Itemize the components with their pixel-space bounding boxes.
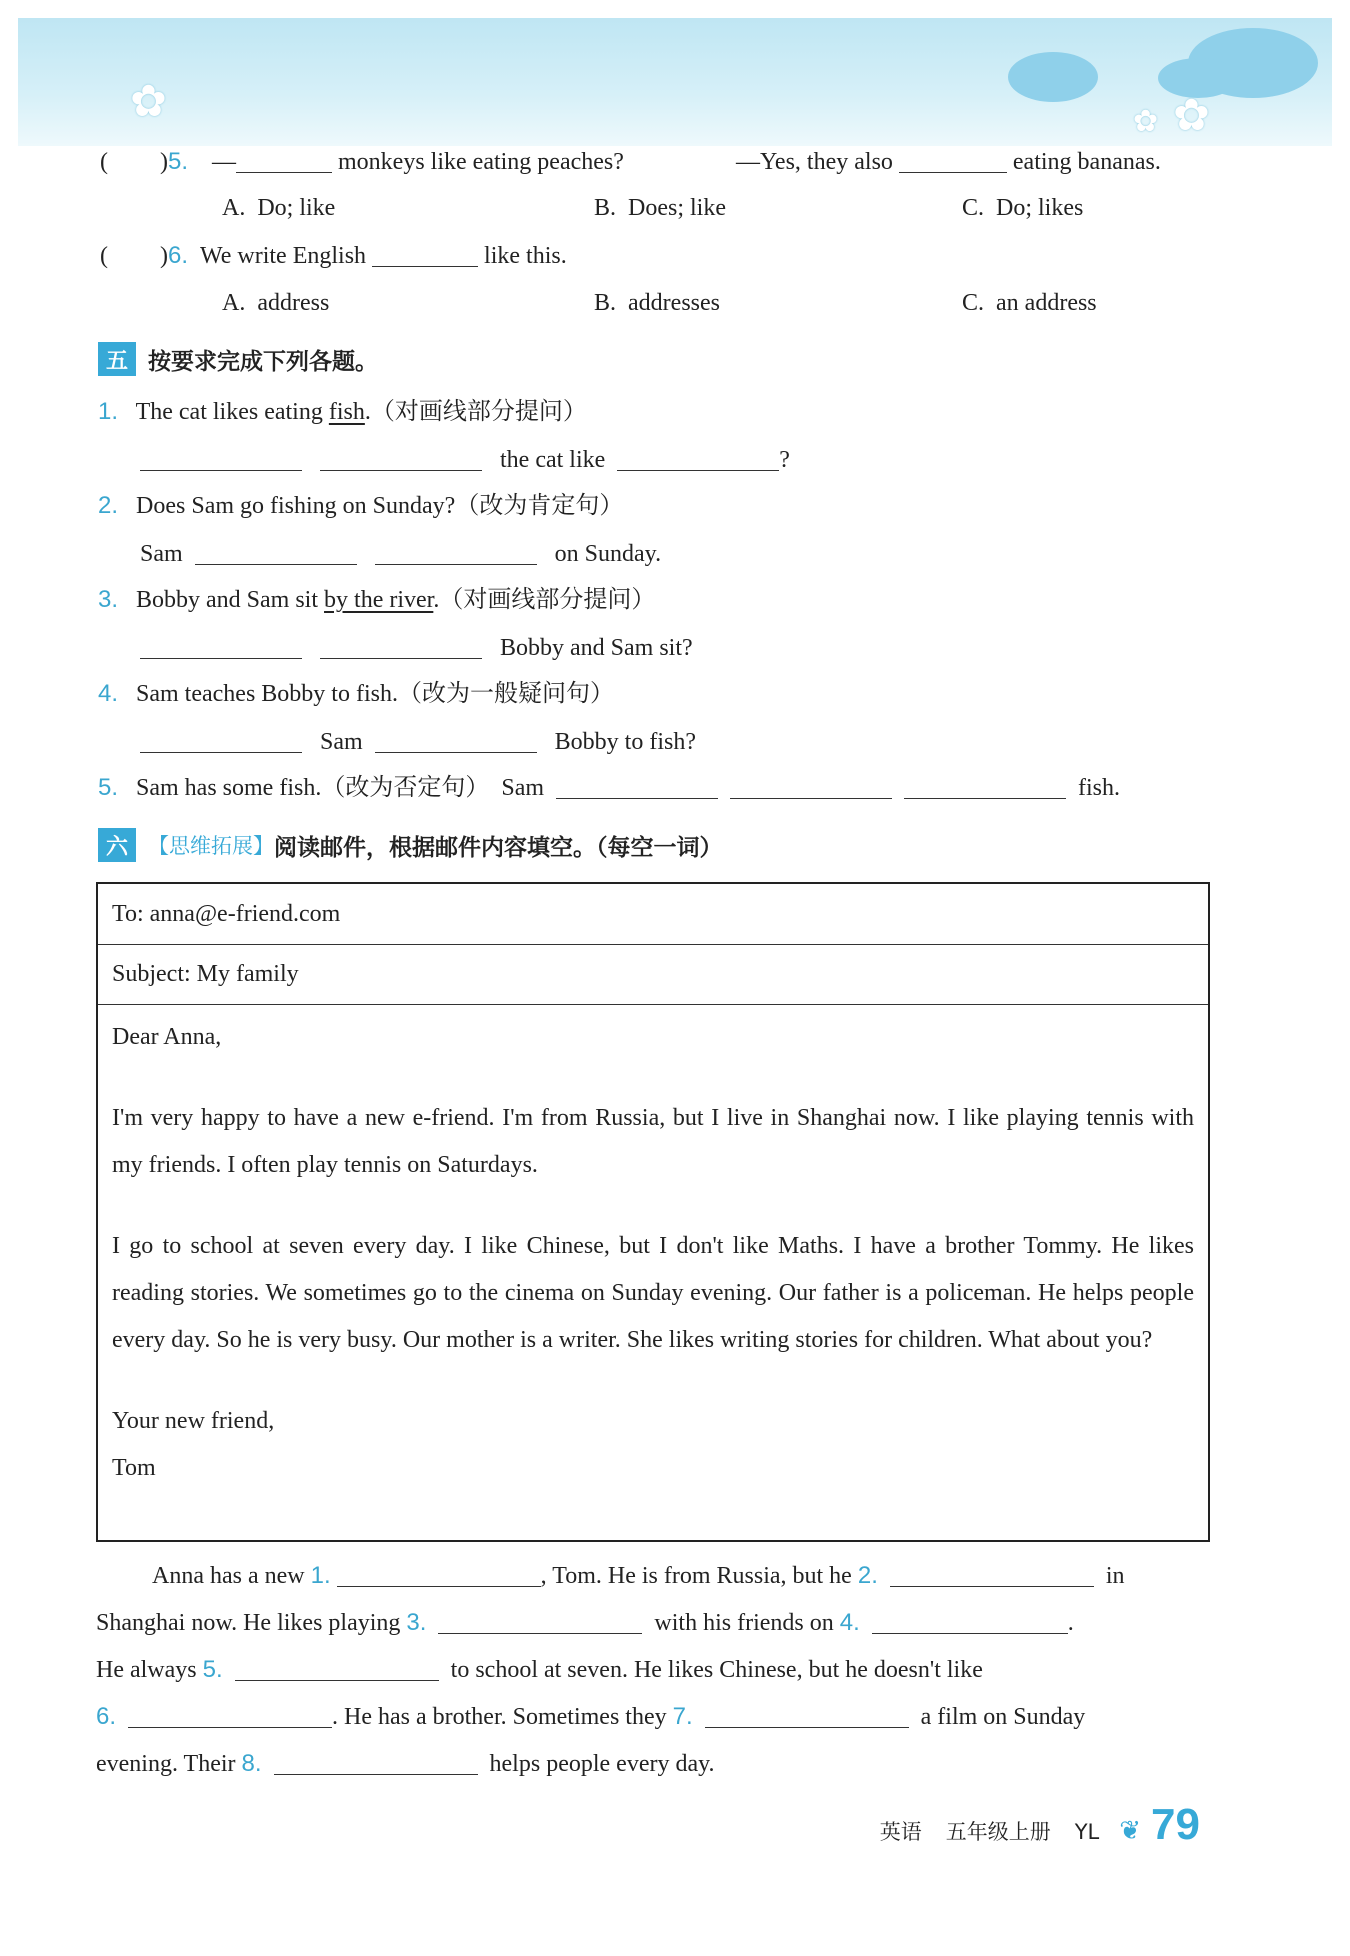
s5-item-2: 2. Does Sam go fishing on Sunday?（改为肯定句）: [98, 492, 624, 519]
cloze-line-5: evening. Their 8. helps people every day.: [96, 1750, 715, 1777]
s5-answer-3: Bobby and Sam sit?: [140, 632, 693, 664]
s5-answer-2: Sam on Sunday.: [140, 541, 662, 567]
cloze-line-4: 6. . He has a brother. Sometimes they 7. a film on Sunday: [96, 1703, 1086, 1730]
cloud-decoration: [1008, 52, 1098, 102]
page-footer: [880, 1800, 1200, 1850]
question-text: —Yes, they also: [736, 149, 893, 175]
section-title: 按要求完成下列各题。: [148, 348, 378, 375]
section-badge: 五: [98, 342, 136, 376]
s5-item-4: 4. Sam teaches Bobby to fish.（改为一般疑问句）: [98, 680, 614, 707]
question-text: We write English: [200, 243, 367, 269]
flower-icon: ✿: [1173, 90, 1210, 141]
email-body: [112, 1014, 1194, 1492]
cloze-line-1: Anna has a new 1. , Tom. He is from Russia, but he 2. in: [152, 1562, 1125, 1589]
s5-item-3: 3. Bobby and Sam sit by the river.（对画线部分提问）: [98, 586, 656, 613]
section-tag: 【思维拓展】: [148, 834, 274, 858]
option-a[interactable]: A. address: [222, 290, 330, 316]
s5-answer-4: Sam Bobby to fish?: [140, 726, 696, 758]
question-text: eating bananas.: [1012, 149, 1161, 175]
answer-blank[interactable]: [320, 446, 482, 471]
cloze-line-3: He always 5. to school at seven. He likes Chinese, but he doesn't like: [96, 1656, 983, 1683]
s5-item-5: 5. Sam has some fish.（改为否定句） Sam fish.: [98, 774, 1121, 801]
answer-blank[interactable]: [872, 1609, 1068, 1634]
answer-blank[interactable]: [705, 1703, 909, 1728]
email-box: [96, 882, 1210, 1542]
section-badge: 六: [98, 828, 136, 862]
answer-blank[interactable]: [320, 634, 482, 659]
cloze-line-2: Shanghai now. He likes playing 3. with his friends on 4. .: [96, 1609, 1074, 1636]
paren-left: (: [100, 243, 108, 269]
question-5: [100, 146, 624, 178]
question-number: 5.: [168, 148, 189, 175]
email-paragraph: I go to school at seven every day. I like Chinese, but I don't like Maths. I have a brother Tommy. He likes reading stories. We sometimes go to the cinema on Sunday evening. Our father is a policeman. He helps people every day. So he is very busy. Our mother is a writer. She likes writing stories for children. What about you?: [112, 1233, 1194, 1353]
answer-blank[interactable]: [235, 1656, 439, 1681]
underlined-phrase: by the river: [324, 587, 434, 613]
flower-icon: ✿: [130, 76, 167, 127]
footer-subject: 英语: [879, 1820, 922, 1844]
question-text: monkeys like eating peaches?: [338, 149, 624, 175]
answer-blank[interactable]: [372, 242, 478, 267]
answer-blank[interactable]: [556, 774, 718, 799]
answer-blank[interactable]: [140, 634, 302, 659]
answer-blank[interactable]: [140, 728, 302, 753]
option-c[interactable]: C. Do; likes: [962, 195, 1084, 221]
s5-answer-1: the cat like ?: [140, 444, 790, 476]
section-5-heading: [98, 342, 378, 376]
answer-blank[interactable]: [730, 774, 892, 799]
question-number: 6.: [168, 242, 189, 269]
answer-blank[interactable]: [337, 1562, 541, 1587]
answer-blank[interactable]: [375, 540, 537, 565]
email-greeting: Dear Anna,: [112, 1024, 222, 1050]
email-closing: Your new friend,: [112, 1408, 275, 1434]
answer-blank[interactable]: [438, 1609, 642, 1634]
question-6: [100, 240, 567, 272]
header-banner: [18, 18, 1332, 146]
email-subject: Subject: My family: [98, 944, 1208, 1005]
email-signature: Tom: [112, 1455, 156, 1481]
answer-blank[interactable]: [904, 774, 1066, 799]
question-5-part-2: [736, 146, 1161, 178]
underlined-word: fish: [328, 399, 365, 425]
answer-blank[interactable]: [375, 728, 537, 753]
email-to: To: anna@e-friend.com: [98, 884, 1208, 945]
paren-right: ): [160, 243, 168, 269]
answer-blank[interactable]: [274, 1750, 478, 1775]
option-a[interactable]: A. Do; like: [222, 195, 336, 221]
answer-blank[interactable]: [890, 1562, 1094, 1587]
paren-right: ): [160, 149, 168, 175]
s5-item-1: 1. The cat likes eating fish.（对画线部分提问）: [98, 398, 587, 425]
answer-blank[interactable]: [617, 446, 779, 471]
answer-blank[interactable]: [195, 540, 357, 565]
paren-left: (: [100, 149, 108, 175]
option-b[interactable]: B. addresses: [594, 290, 720, 316]
answer-blank[interactable]: [128, 1703, 332, 1728]
section-title: 阅读邮件，根据邮件内容填空。（每空一词）: [274, 834, 723, 861]
page-number: 79: [1151, 1800, 1200, 1849]
footer-grade: 五年级上册: [945, 1820, 1051, 1844]
answer-blank[interactable]: [899, 148, 1007, 173]
email-paragraph: I'm very happy to have a new e-friend. I'm from Russia, but I live in Shanghai now. I like playing tennis with my friends. I often play tennis on Saturdays.: [112, 1105, 1194, 1178]
option-b[interactable]: B. Does; like: [594, 195, 726, 221]
flower-icon: ✿: [1133, 104, 1159, 139]
answer-blank[interactable]: [140, 446, 302, 471]
dash: —: [212, 149, 237, 175]
footer-edition: YL: [1074, 1820, 1100, 1844]
question-text: like this.: [484, 243, 567, 269]
option-c[interactable]: C. an address: [962, 290, 1097, 316]
answer-blank[interactable]: [236, 148, 332, 173]
section-6-heading: [98, 828, 723, 862]
leaf-icon: ❦: [1119, 1816, 1142, 1846]
